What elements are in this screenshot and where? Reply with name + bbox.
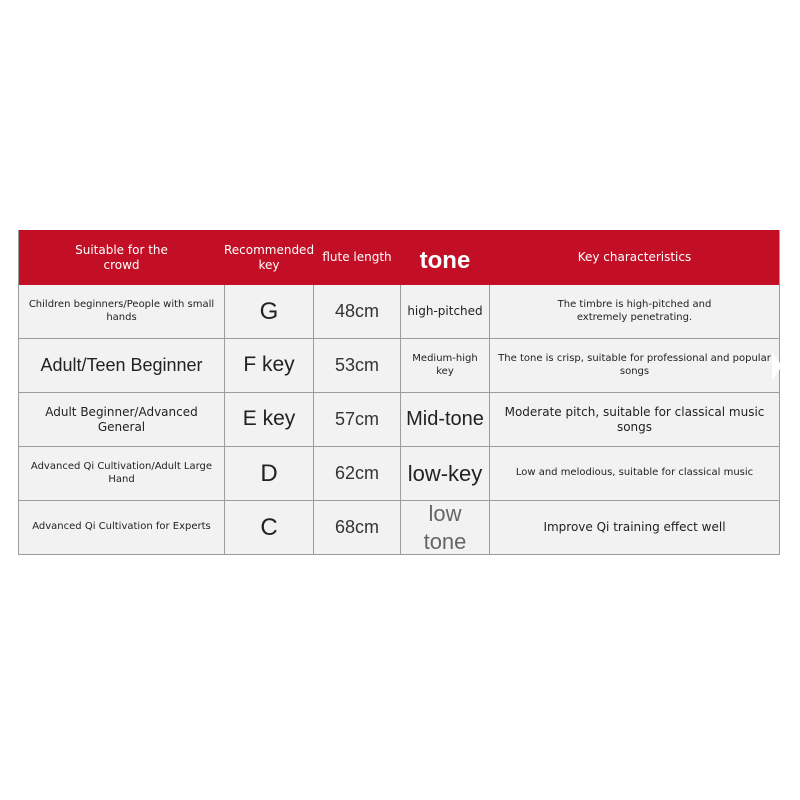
table-row	[19, 392, 779, 446]
table-row	[19, 285, 779, 338]
cell-key: D	[225, 447, 314, 500]
cell-length: 48cm	[314, 285, 401, 338]
header-characteristics: Key characteristics	[577, 250, 692, 264]
cell-tone: Mid-tone	[401, 393, 490, 446]
cell-crowd: Advanced Qi Cultivation for Experts	[19, 501, 225, 554]
cell-characteristics: Moderate pitch, suitable for classical music songs	[504, 404, 765, 434]
cell-key: C	[225, 501, 314, 554]
cell-crowd: Children beginners/People with small hands	[19, 285, 225, 338]
cell-characteristics: Improve Qi training effect well	[543, 520, 726, 534]
cell-crowd: Adult/Teen Beginner	[19, 339, 225, 392]
cell-key: G	[225, 285, 314, 338]
table-header-row	[19, 230, 779, 285]
table-row	[19, 500, 779, 554]
cell-key: F key	[225, 339, 314, 392]
cell-crowd: Adult Beginner/Advanced General	[19, 393, 225, 446]
header-crowd: Suitable for the crowd	[19, 230, 225, 285]
cell-tone: high-pitched	[401, 285, 490, 338]
header-tone: tone	[401, 230, 490, 285]
header-length: flute length	[314, 230, 401, 285]
flute-comparison-table	[18, 230, 780, 555]
cell-length: 57cm	[314, 393, 401, 446]
cell-length: 53cm	[314, 339, 401, 392]
header-key: Recommended key	[225, 230, 314, 285]
cell-key: E key	[225, 393, 314, 446]
cell-length: 68cm	[314, 501, 401, 554]
cell-crowd: Advanced Qi Cultivation/Adult Large Hand	[19, 447, 225, 500]
table-row	[19, 446, 779, 500]
cell-characteristics: The timbre is high-pitched and extremely penetrating.	[557, 299, 712, 323]
cell-tone: Medium-high key	[401, 339, 490, 392]
cell-length: 62cm	[314, 447, 401, 500]
edge-notch	[772, 352, 782, 380]
cell-characteristics: The tone is crisp, suitable for professional and popular songs	[498, 353, 771, 377]
table-row	[19, 338, 779, 392]
cell-characteristics: Low and melodious, suitable for classical music	[515, 467, 754, 479]
cell-tone: low tone	[401, 501, 490, 554]
cell-tone: low-key	[401, 447, 490, 500]
